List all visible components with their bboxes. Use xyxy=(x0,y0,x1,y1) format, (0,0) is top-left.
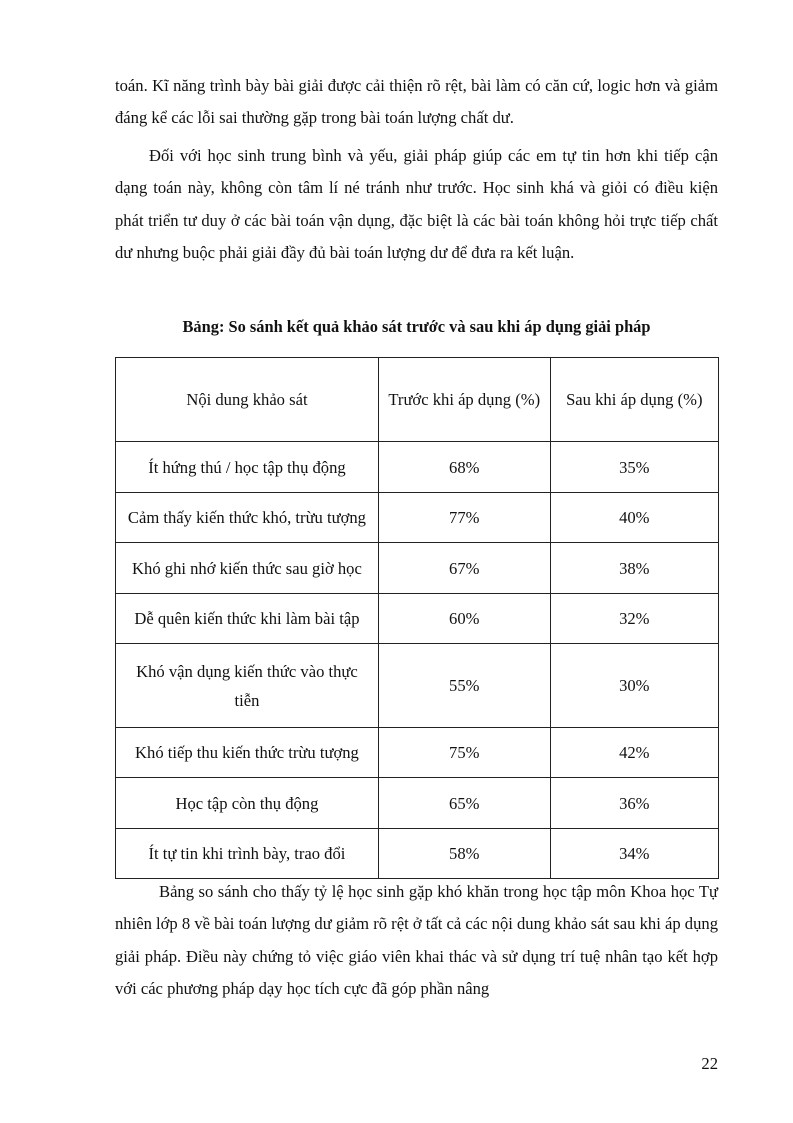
paragraph-1: toán. Kĩ năng trình bày bài giải được cải thiện rõ rệt, bài làm có căn cứ, logic hơn và giảm đáng kể các lỗi sai thường gặp trong bài toán lượng chất dư. xyxy=(115,76,718,128)
paragraph-3: Bảng so sánh cho thấy tỷ lệ học sinh gặp khó khăn trong học tập môn Khoa học Tự nhiên lớp 8 về bài toán lượng dư giảm rõ rệt ở tất cả các nội dung khảo sát sau khi áp dụng giải pháp. Điều này chứng tỏ việc giáo viên khai thác và sử dụng trí tuệ nhân tạo kết hợp với các phương pháp dạy học tích cực đã góp phần nâng xyxy=(115,882,718,999)
row-after-cell: 35% xyxy=(550,442,718,493)
page-number: 22 xyxy=(701,1054,718,1073)
row-content-cell: Ít hứng thú / học tập thụ động xyxy=(116,442,379,493)
header-content: Nội dung khảo sát xyxy=(116,358,379,442)
table-row xyxy=(116,728,719,778)
row-before-cell: 55% xyxy=(378,644,550,728)
header-before: Trước khi áp dụng (%) xyxy=(378,358,550,442)
row-content-cell: Khó vận dụng kiến thức vào thực tiễn xyxy=(116,644,379,728)
row-after-cell: 42% xyxy=(550,728,718,778)
row-content-cell: Cảm thấy kiến thức khó, trừu tượng xyxy=(116,493,379,543)
row-content-cell: Khó tiếp thu kiến thức trừu tượng xyxy=(116,728,379,778)
row-after-cell: 30% xyxy=(550,644,718,728)
row-before-cell: 67% xyxy=(378,543,550,594)
survey-comparison-table xyxy=(115,357,719,879)
row-after-cell: 38% xyxy=(550,543,718,594)
row-content-cell: Ít tự tin khi trình bày, trao đổi xyxy=(116,829,379,879)
row-after-cell: 40% xyxy=(550,493,718,543)
row-before-cell: 75% xyxy=(378,728,550,778)
row-before-cell: 77% xyxy=(378,493,550,543)
row-after-cell: 36% xyxy=(550,778,718,829)
table-row xyxy=(116,778,719,829)
table-caption: Bảng: So sánh kết quả khảo sát trước và sau khi áp dụng giải pháp xyxy=(182,317,651,336)
header-after: Sau khi áp dụng (%) xyxy=(550,358,718,442)
row-before-cell: 65% xyxy=(378,778,550,829)
row-content-cell: Học tập còn thụ động xyxy=(116,778,379,829)
row-after-cell: 34% xyxy=(550,829,718,879)
row-before-cell: 60% xyxy=(378,594,550,644)
table-row xyxy=(116,594,719,644)
table-row xyxy=(116,644,719,728)
row-content-cell: Khó ghi nhớ kiến thức sau giờ học xyxy=(116,543,379,594)
row-content-cell: Dễ quên kiến thức khi làm bài tập xyxy=(116,594,379,644)
table-row xyxy=(116,442,719,493)
row-before-cell: 68% xyxy=(378,442,550,493)
row-after-cell: 32% xyxy=(550,594,718,644)
row-before-cell: 58% xyxy=(378,829,550,879)
table-row xyxy=(116,829,719,879)
table-header-row xyxy=(116,358,719,442)
table-row xyxy=(116,493,719,543)
table-row xyxy=(116,543,719,594)
paragraph-2: Đối với học sinh trung bình và yếu, giải pháp giúp các em tự tin hơn khi tiếp cận dạng toán này, không còn tâm lí né tránh như trước. Học sinh khá và giỏi có điều kiện phát triển tư duy ở các bài toán vận dụng, đặc biệt là các bài toán không hỏi trực tiếp chất dư nhưng buộc phải giải đầy đủ bài toán lượng dư để đưa ra kết luận. xyxy=(115,146,718,263)
